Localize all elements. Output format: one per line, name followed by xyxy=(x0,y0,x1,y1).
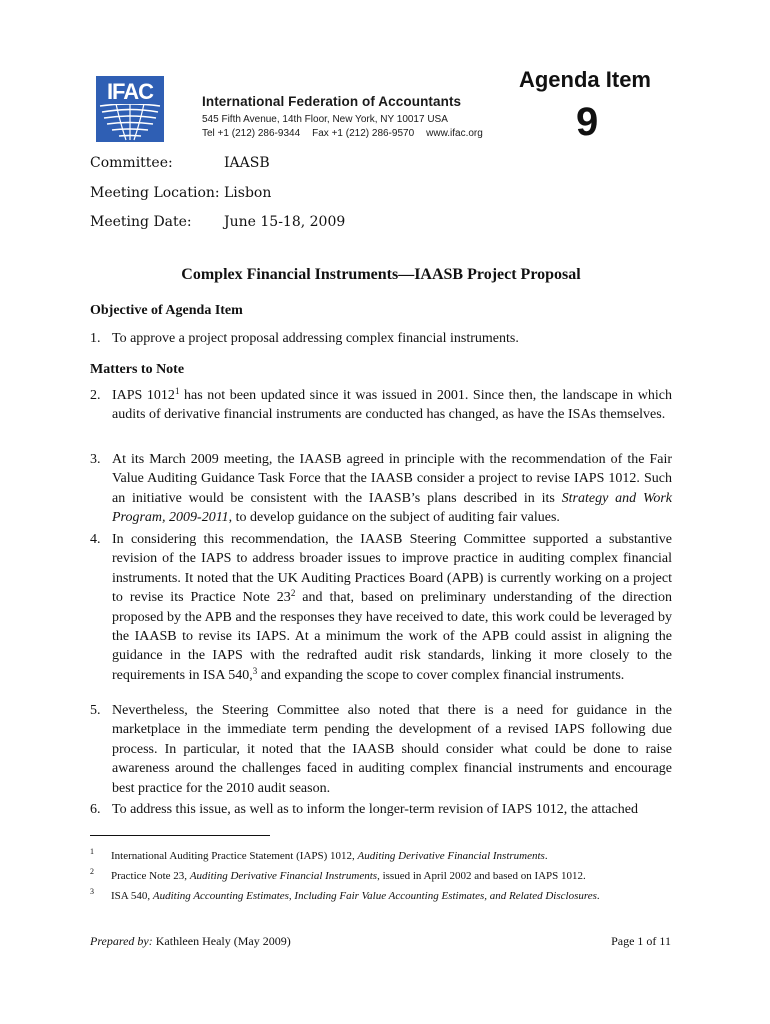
paragraph-1 xyxy=(90,329,672,348)
org-name: International Federation of Accountants xyxy=(202,94,462,109)
org-tel: Tel +1 (212) 286-9344 xyxy=(202,128,301,139)
paragraph-text: IAPS 1012$^1$ has not been updated since it was issued in 2001. Since then, the landscape in which audits of derivative financial instruments are conducted has changed, as have the ISAs themselves. xyxy=(112,386,672,423)
org-contact xyxy=(202,128,495,139)
ifac-logo xyxy=(96,76,164,142)
footnote-text: Practice Note 23, Auditing Derivative Financial Instruments, issued in April 2002 and based on IAPS 1012. xyxy=(111,870,586,882)
footnote-ref[interactable]: 1 xyxy=(174,386,180,396)
location-label: Meeting Location: xyxy=(90,185,220,201)
meta-location xyxy=(90,185,271,201)
paragraph-text: At its March 2009 meeting, the IAASB agreed in principle with the recommendation of the Fair Value Auditing Guidance Task Force that the IAASB consider a project to revise IAPS 1012. Such an initiative would be consistent with the IAASB’s plans described in its Strategy and Work Program, 2009-2011, to develop guidance on the subject of auditing fair values. xyxy=(112,452,672,526)
org-address: 545 Fifth Avenue, 14th Floor, New York, NY 10017 USA xyxy=(202,114,448,125)
footnote-text: International Auditing Practice Statement (IAPS) 1012, Auditing Derivative Financial Instruments. xyxy=(111,850,548,862)
footnote-number: 1 xyxy=(90,847,94,856)
date-label: Meeting Date: xyxy=(90,214,192,230)
logo-text: IFAC xyxy=(106,79,154,104)
committee-label: Committee: xyxy=(90,155,173,171)
org-web[interactable]: www.ifac.org xyxy=(426,128,483,139)
footnote-text: ISA 540, Auditing Accounting Estimates, Including Fair Value Accounting Estimates, and Related Disclosures. xyxy=(111,890,600,902)
paragraph-text: To address this issue, as well as to inform the longer-term revision of IAPS 1012, the attached xyxy=(112,802,638,817)
paragraph-number: 4. xyxy=(90,532,101,547)
paragraph-number: 3. xyxy=(90,452,101,467)
document-title: Complex Financial Instruments—IAASB Project Proposal xyxy=(181,266,581,283)
agenda-item-number: 9 xyxy=(576,100,599,144)
footnote-number: 3 xyxy=(90,887,94,896)
paragraph-6 xyxy=(90,800,672,819)
page-number: Page 1 of 11 xyxy=(611,934,671,948)
footnote-3 xyxy=(90,889,690,903)
paragraph-text: To approve a project proposal addressing complex financial instruments. xyxy=(112,331,519,346)
footnote-2 xyxy=(90,869,690,883)
objective-heading: Objective of Agenda Item xyxy=(90,303,243,318)
footnote-number: 2 xyxy=(90,867,94,876)
globe-icon xyxy=(96,104,164,142)
paragraph-3 xyxy=(90,450,672,528)
paragraph-2 xyxy=(90,386,672,425)
paragraph-number: 1. xyxy=(90,331,101,346)
meta-committee xyxy=(90,155,270,171)
matters-heading: Matters to Note xyxy=(90,362,185,377)
paragraph-number: 6. xyxy=(90,802,101,817)
paragraph-text: In considering this recommendation, the IAASB Steering Committee supported a substantive revision of the IAPS to address broader issues to improve practice in auditing complex financial instruments. It noted that the UK Auditing Practices Board (APB) is currently working on a project to revise its Practice Note $23^2$ and that, based on preliminary understanding of the direction proposed by the APB and the responses they have received to date, this work could be leveraged by the IAASB to revise its IAPS. At a minimum the work of the APB could assist in aligning the guidance in the IAPS with the redrafted audit risk standards, linking it more closely to the requirements in ISA 540,$^3$ and expanding the scope to cover complex financial instruments. xyxy=(112,532,672,683)
footnote-divider xyxy=(90,835,270,836)
paragraph-4 xyxy=(90,530,672,685)
footnote-ref[interactable]: 2 xyxy=(290,588,296,599)
org-fax: Fax +1 (212) 286-9570 xyxy=(312,128,415,139)
meta-date xyxy=(90,214,345,230)
paragraph-5 xyxy=(90,701,672,798)
paragraph-number: 5. xyxy=(90,703,101,718)
org-block xyxy=(202,94,495,139)
prepared-by-value: Kathleen Healy (May 2009) xyxy=(152,934,291,948)
footnote-ref[interactable]: 3 xyxy=(252,665,258,676)
agenda-item-label: Agenda Item xyxy=(518,67,651,92)
location-value: Lisbon xyxy=(224,185,272,201)
date-value: June 15-18, 2009 xyxy=(224,214,346,230)
paragraph-text: Nevertheless, the Steering Committee also noted that there is a need for guidance in the marketplace in the immediate term pending the development of a revised IAPS following due process. In particular, it noted that the IAASB should consider what could be done to raise awareness around the challenges faced in auditing complex financial instruments and encourage best practice for the 2010 audit season. xyxy=(112,703,672,796)
prepared-by xyxy=(90,934,291,949)
prepared-by-label: Prepared by: xyxy=(90,934,153,948)
committee-value: IAASB xyxy=(224,155,270,171)
paragraph-number: 2. xyxy=(90,388,101,403)
footnote-1 xyxy=(90,849,690,863)
